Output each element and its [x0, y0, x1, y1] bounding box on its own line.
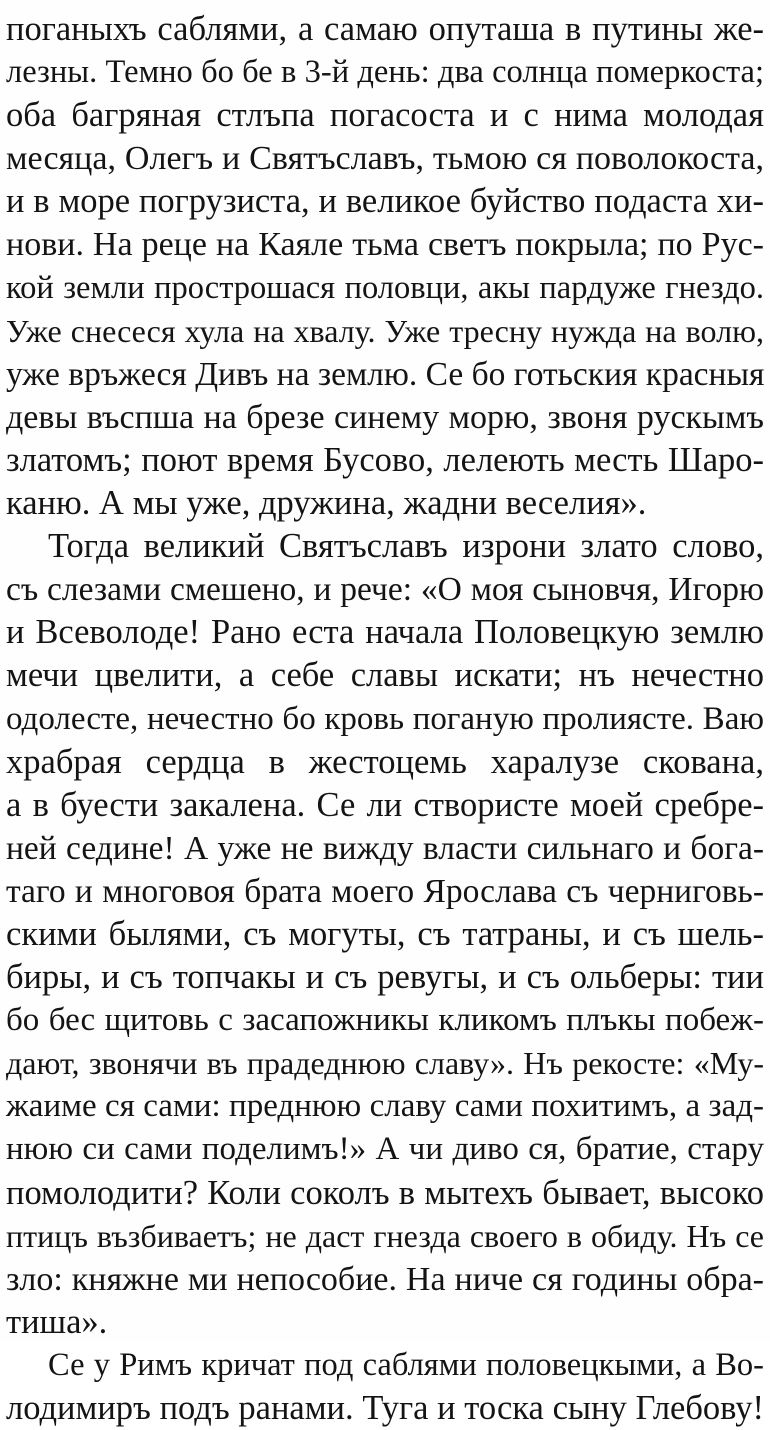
text-line: уже връжеся Дивъ на землю. Се бо готьския красныя — [6, 355, 765, 393]
text-line: Уже снесеся хула на хвалу. Уже тресну нужда на волю, — [6, 312, 764, 349]
text-line: одолесте, нечестно бо кровь поганую пролиясте. Ваю — [6, 700, 764, 737]
text-line: и Всеволоде! Рано еста начала Половецкую землю — [6, 613, 764, 652]
text-line: тиша». — [6, 1302, 108, 1341]
text-line: лодимиръ подъ ранами. Туга и тоска сыну Глебову! — [6, 1389, 764, 1427]
text-line: нови. На реце на Каяле тьма светъ покрыла; по Рус- — [6, 226, 764, 264]
text-line: помолодити? Коли соколъ в мытехъ бывает, высоко — [6, 1173, 764, 1212]
paragraph — [6, 8, 764, 525]
text-line: месяца, Олегъ и Святъславъ, тьмою ся поволокоста, — [6, 140, 764, 178]
text-line: и в море погрузиста, и великое буйство подаста хи- — [6, 182, 764, 221]
text-line: златомъ; поют время Бусово, лелеють месть Шаро- — [6, 440, 764, 479]
text-line: поганыхъ саблями, а самаю опуташа в путины же- — [6, 10, 764, 48]
text-line: нюю си сами поделимъ!» А чи диво ся, братие, стару — [6, 1131, 764, 1168]
paragraph — [6, 525, 764, 1344]
paragraph — [6, 1344, 764, 1430]
text-line: каню. А мы уже, дружина, жадни веселия». — [6, 484, 647, 523]
text-line: съ слезами смешено, и рече: «О моя сыновчя, Игорю — [6, 571, 764, 609]
text-line: храбрая сердца в жестоцемь харалузе скована, — [6, 742, 764, 781]
text-line: Тогда великий Святъславъ изрони злато слово, — [48, 527, 764, 566]
text-line: кой земли прострошася половци, акы пардуже гнездо. — [6, 269, 764, 306]
text-line: а в буести закалена. Се ли створисте моей сребре- — [6, 785, 764, 824]
text-line: ней седине! А уже не вижду власти сильнаго и бога- — [6, 829, 764, 867]
text-line: мечи цвелити, а себе славы искати; нъ нечестно — [6, 656, 764, 695]
text-line: оба багряная стлъпа погасоста и с нима молодая — [6, 96, 764, 135]
text-line: зло: княжне ми непособие. На ниче ся годины обра- — [6, 1260, 764, 1298]
text-line: лезны. Темно бо бе в 3-й день: два солнца померкоста; — [6, 54, 764, 91]
text-line: таго и многовоя брата моего Ярослава съ черниговь- — [6, 872, 764, 910]
text-line: бо бес щитовь с засапожникы кликомъ плъкы побеж- — [6, 1002, 764, 1039]
text-line: птицъ възбиваетъ; не даст гнезда своего в обиду. Нъ се — [6, 1217, 764, 1254]
text-line: дают, звонячи въ прадеднюю славу». Нъ рекосте: «Му- — [6, 1045, 764, 1082]
text-line: скими былями, съ могуты, съ татраны, и съ шель- — [6, 914, 764, 953]
text-line: биры, и съ топчакы и съ ревугы, и съ ольберы: тии — [6, 958, 764, 997]
text-line: девы въспша на брезе синему морю, звоня рускымъ — [6, 398, 764, 436]
text-line: жаиме ся сами: преднюю славу сами похитимъ, а зад- — [6, 1088, 764, 1125]
text-line: Се у Римъ кричат под саблями половецкыми, а Во- — [48, 1346, 764, 1383]
